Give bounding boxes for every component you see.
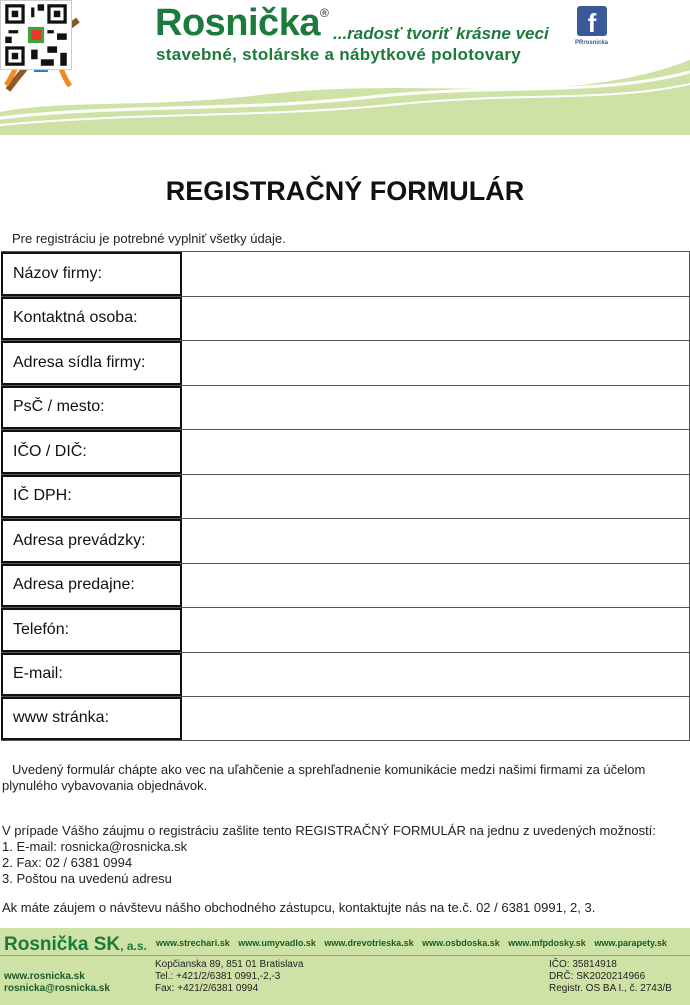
header-banner (0, 0, 690, 135)
premises-address-field[interactable] (182, 519, 689, 563)
submission-intro: V prípade Vášho záujmu o registráciu zašlite tento REGISTRAČNÝ FORMULÁR na jednu z uvedených možností: (2, 823, 656, 838)
form-row-email (1, 652, 690, 697)
form-row-company-name (1, 251, 690, 296)
registry-line: Registr. OS BA I., č. 2743/B (549, 983, 672, 994)
footer-web (4, 971, 110, 995)
footer-brand: Rosnička SK, a.s. (4, 934, 147, 955)
drc-line: DRČ: SK2020214966 (549, 971, 646, 982)
phone-field[interactable] (182, 608, 689, 652)
form-title: REGISTRAČNÝ FORMULÁR (165, 176, 525, 206)
ico-dic-field[interactable] (182, 430, 689, 474)
footer (0, 928, 690, 1005)
postcode-city-field[interactable] (182, 386, 689, 430)
vat-id-field[interactable] (182, 475, 689, 519)
field-label: Názov firmy: (1, 252, 182, 296)
form-row-phone (1, 607, 690, 652)
option-post: 3. Poštou na uvedenú adresu (2, 871, 172, 886)
facebook-icon[interactable]: f (577, 6, 607, 36)
field-label: IČO / DIČ: (1, 430, 182, 474)
option-email: 1. E-mail: rosnicka@rosnicka.sk (2, 839, 188, 854)
form-row-shop-address (1, 563, 690, 608)
form-row-ico-dic (1, 429, 690, 474)
visit-note: Ak máte záujem o návštevu nášho obchodného zástupcu, kontaktujte nás na te.č. 02 / 6381 0991, 2, 3. (2, 900, 596, 915)
form-note: Uvedený formulár chápte ako vec na uľahčenie a sprehľadnenie komunikácie medzi našimi firmami za účelom plynulého vybavovania objednávok. (2, 762, 646, 793)
field-label: Kontaktná osoba: (1, 297, 182, 341)
brand-name: Rosnička® (155, 2, 329, 44)
footer-address (155, 959, 303, 995)
contact-person-field[interactable] (182, 297, 689, 341)
registration-form (1, 251, 690, 741)
qr-code-icon (0, 0, 72, 70)
slogan: ...radosť tvoriť krásne veci (333, 24, 549, 43)
field-label: Adresa prevádzky: (1, 519, 182, 563)
footer-divider (0, 955, 690, 956)
ico-line: IČO: 35814918 (549, 959, 617, 970)
form-row-company-address (1, 340, 690, 385)
option-fax: 2. Fax: 02 / 6381 0994 (2, 855, 133, 870)
form-row-postcode-city (1, 385, 690, 430)
field-label: Telefón: (1, 608, 182, 652)
field-label: PsČ / mesto: (1, 386, 182, 430)
form-row-contact-person (1, 296, 690, 341)
footer-website-link[interactable]: www.rosnicka.sk (4, 971, 85, 982)
field-label: Adresa predajne: (1, 564, 182, 608)
field-label: Adresa sídla firmy: (1, 341, 182, 385)
form-row-vat-id (1, 474, 690, 519)
footer-email-link[interactable]: rosnicka@rosnicka.sk (4, 983, 110, 994)
field-label: IČ DPH: (1, 475, 182, 519)
submission-instructions (2, 823, 690, 887)
company-address-field[interactable] (182, 341, 689, 385)
form-row-premises-address (1, 518, 690, 563)
field-label: www stránka: (1, 697, 182, 740)
company-name-field[interactable] (182, 252, 689, 296)
form-row-website (1, 696, 690, 741)
website-field[interactable] (182, 697, 689, 740)
facebook-name[interactable]: PRrosnicka (575, 40, 609, 46)
subtitle: stavebné, stolárske a nábytkové polotovary (156, 45, 522, 64)
address-line: Kopčianska 89, 851 01 Bratislava (155, 959, 304, 970)
footer-company-ids (549, 959, 672, 995)
partner-sites[interactable]: www.strechari.sk www.umyvadlo.sk www.drevotrieska.sk www.osbdoska.sk www.mfpdosky.sk www.parapety.sk (156, 938, 667, 948)
fax-line: Fax: +421/2/6381 0994 (155, 983, 259, 994)
shop-address-field[interactable] (182, 564, 689, 608)
form-intro: Pre registráciu je potrebné vyplniť všetky údaje. (12, 231, 286, 246)
phone-line: Tel.: +421/2/6381 0991,-2,-3 (155, 971, 281, 982)
field-label: E-mail: (1, 653, 182, 697)
email-field[interactable] (182, 653, 689, 697)
